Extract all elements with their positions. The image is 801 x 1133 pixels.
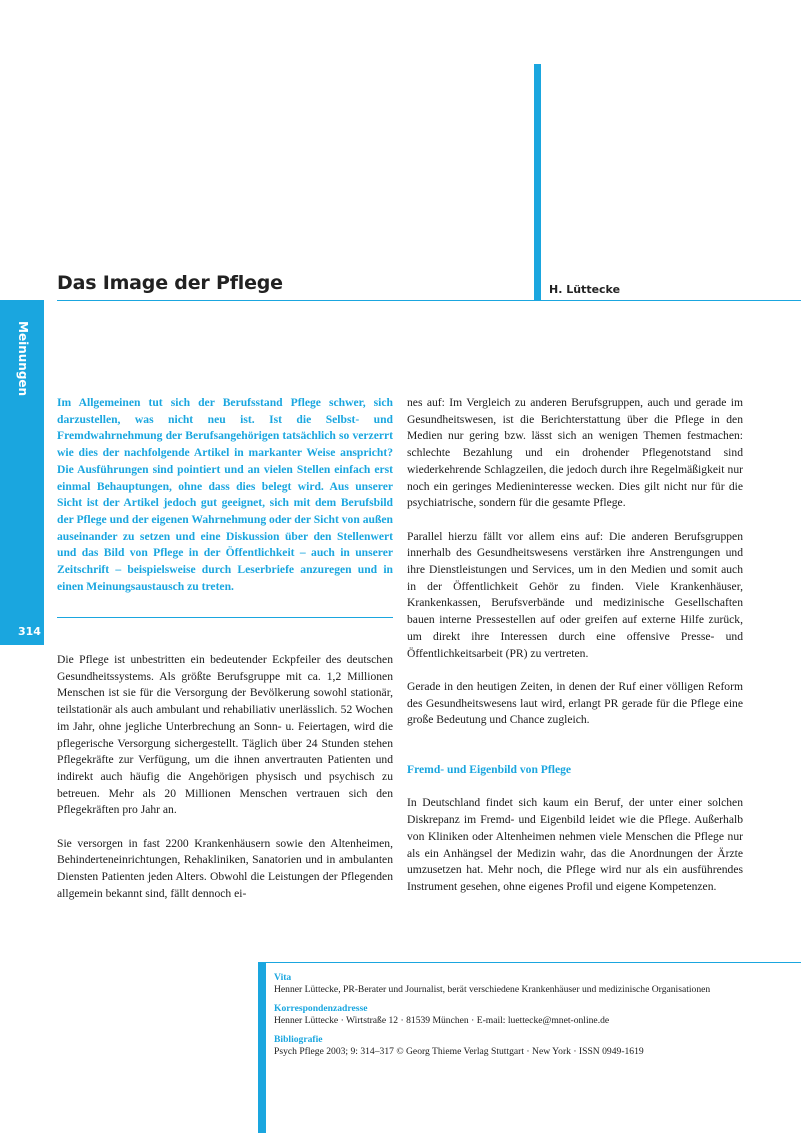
vita-section	[274, 972, 774, 995]
infobox-rule	[266, 962, 801, 963]
decorative-vertical-bar-top	[534, 64, 541, 300]
abstract-column	[57, 395, 393, 612]
article-title: Das Image der Pflege	[57, 272, 283, 294]
section-heading: Fremd- und Eigenbild von Pflege	[407, 763, 572, 777]
body-column-left	[57, 652, 393, 919]
abstract-text: Im Allgemeinen tut sich der Berufsstand Pflege schwer, sich darzustellen, was nicht neu ist. Ist die Selbst- und Fremdwahrnehmung der Berufsangehörigen tatsächlich so verzerrt wie dies der nachfolgende Artikel in markanter Weise anspricht? Die Ausführungen sind pointiert und an vielen Stellen einfach erst einmal Behauptungen, ohne dass dies belegt wird. Aus unserer Sicht ist der Artikel jedoch gut geeignet, sich mit dem Berufsbild der Pflege und der eigenen Wahrnehmung oder der Sicht von außen auseinander zu setzen und eine Diskussion über den Stellenwert und das Bild von Pflege in der Öffentlichkeit – auch in unserer Zeitschrift – beispielsweise durch Leserbriefe anzuregen und in einen Meinungsaustausch zu treten.	[57, 396, 393, 593]
body-paragraph: Die Pflege ist unbestritten ein bedeutender Eckpfeiler des deutschen Gesundheitssystems. Als größte Berufsgruppe mit ca. 1,2 Millionen Menschen ist sie für die Versorgung der Bevölkerung sowohl stationär, teilstationär als auch ambulant und rehabiliativ unerlässlich. 52 Wochen im Jahr, ohne jegliche Unterbrechung an Sonn- u. Feiertagen, wird die pflegerische Versorgung sichergestellt. Täglich über 24 Stunden stehen Pflegekräfte zur Verfügung, um die ihnen anvertrauten Patienten und indirekt auch häufig die Angehörigen physisch und psychisch zu betreuen. Mehr als 20 Millionen Menschen vertrauen sich den Pflegekräften pro Jahr an.	[57, 653, 393, 817]
bibliography-text: Psych Pflege 2003; 9: 314–317 © Georg Thieme Verlag Stuttgart · New York · ISSN 0949-1619	[274, 1045, 644, 1057]
address-section	[274, 1003, 774, 1026]
vita-text: Henner Lüttecke, PR-Berater und Journalist, berät verschiedene Krankenhäuser und medizinische Organisationen	[274, 983, 711, 995]
vita-label: Vita	[274, 972, 292, 983]
article-infobox	[274, 972, 774, 1065]
title-rule	[57, 300, 801, 301]
page-number: 314	[18, 625, 41, 638]
address-label: Korrespondenzadresse	[274, 1003, 368, 1014]
article-author: H. Lüttecke	[549, 283, 621, 296]
address-text: Henner Lüttecke · Wirtstraße 12 · 81539 München · E-mail: luettecke@mnet-online.de	[274, 1014, 610, 1026]
bibliography-label: Bibliografie	[274, 1034, 323, 1045]
body-paragraph: nes auf: Im Vergleich zu anderen Berufsgruppen, auch und gerade im Gesundheitswesen, ist die Berichterstattung über die Pflege in den Medien nur gering bzw. lässt sich an wenigen Themen festmachen: schlechte Bezahlung und ein drohender Pflegenotstand sind wiederkehrende Schlagzeilen, die jedoch durch ihre Regelmäßigkeit nur noch ein geringes Medieninteresse wecken. Dies gilt nicht nur für die psychiatrische, sondern für die gesamte Pflege.	[407, 396, 743, 510]
body-column-right	[407, 395, 743, 912]
body-paragraph: Sie versorgen in fast 2200 Krankenhäusern sowie den Altenheimen, Behinderteneinrichtungen, Rehakliniken, Sanatorien und in ambulanten Diensten Patienten jeden Alters. Obwohl die Leistungen der Pflegenden allgemein bekannt sind, fällt dennoch ei-	[57, 836, 393, 900]
infobox-vertical-bar	[258, 962, 266, 1133]
body-paragraph: In Deutschland findet sich kaum ein Beruf, der unter einer solchen Diskrepanz im Fremd- und Eigenbild leidet wie die Pflege. Außerhalb von Kliniken oder Altenheimen nehmen viele Menschen die Pflege nur als ein Anhängsel der Medizin wahr, das die Anordnungen der Ärzte umzusetzen hat. Mehr noch, die Pflege wird nur als ein ausführendes Instrument gesehen, ohne eigenes Profil und eigene Kompetenzen.	[407, 796, 743, 893]
section-label: Meinungen	[16, 321, 30, 397]
body-paragraph: Gerade in den heutigen Zeiten, in denen der Ruf einer völligen Reform des Gesundheitswesens laut wird, erlangt PR gerade für die Pflege eine große Bedeutung und Chance zugleich.	[407, 679, 743, 727]
abstract-rule	[57, 617, 393, 618]
bibliography-section	[274, 1034, 774, 1057]
body-paragraph: Parallel hierzu fällt vor allem eins auf: Die anderen Berufsgruppen innerhalb des Gesundheitswesens verstärken ihre Anstrengungen und ihre Dienstleistungen und Services, um in den Medien und somit auch in der Öffentlichkeit Gehör zu finden. Viele Krankenhäuser, Krankenkassen, Berufsverbände und medizinische Gesellschaften bauen interne Pressestellen auf oder greifen auf externe Hilfe zurück, um direkt ihre Interessen durch eine offensive Presse- und Öffentlichkeitsarbeit (PR) zu vertreten.	[407, 529, 743, 660]
